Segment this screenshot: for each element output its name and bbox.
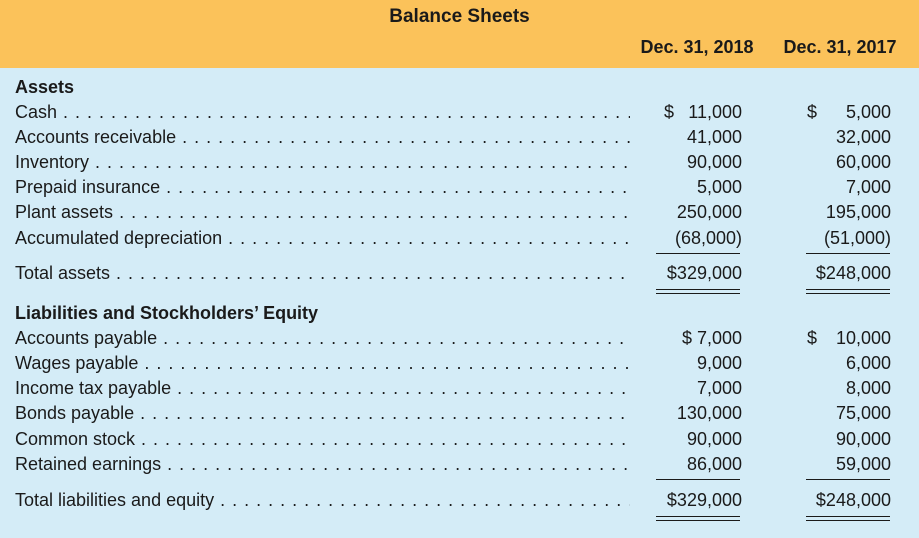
table-row bbox=[0, 353, 919, 378]
row-label: Inventory . . . bbox=[15, 152, 630, 173]
table-row bbox=[0, 403, 919, 428]
total-row bbox=[0, 263, 919, 288]
column-header-2017: Dec. 31, 2017 bbox=[783, 37, 897, 57]
value-2018: $ 7,000 bbox=[681, 328, 742, 348]
row-label: Plant assets . . . bbox=[15, 202, 630, 223]
total-row bbox=[0, 490, 919, 515]
row-label: Bonds payable . . . bbox=[15, 403, 630, 424]
column-header-2018: Dec. 31, 2018 bbox=[640, 37, 754, 57]
double-rule bbox=[656, 289, 740, 290]
row-label: Accumulated depreciation . . . bbox=[15, 228, 630, 249]
double-rule bbox=[656, 520, 740, 521]
double-rule bbox=[806, 516, 890, 517]
value-2018: (68,000) bbox=[674, 228, 742, 248]
currency-symbol: $ bbox=[664, 102, 675, 122]
total-label: Total assets . . . bbox=[15, 263, 630, 284]
row-label: Prepaid insurance . . . bbox=[15, 177, 630, 198]
subtotal-rule bbox=[656, 253, 740, 254]
row-label: Wages payable . . . bbox=[15, 353, 630, 374]
row-label: Retained earnings . . . bbox=[15, 454, 630, 475]
subtotal-rule bbox=[656, 479, 740, 480]
value-2018: 7,000 bbox=[696, 378, 742, 398]
row-label: Cash . . . bbox=[15, 102, 630, 123]
value-2017: 32,000 bbox=[835, 127, 891, 147]
total-2017: $248,000 bbox=[815, 263, 891, 283]
value-2017: (51,000) bbox=[823, 228, 891, 248]
value-2018: 250,000 bbox=[676, 202, 742, 222]
table-row bbox=[0, 328, 919, 353]
value-2017: $ 5,000 bbox=[807, 102, 891, 122]
value-2018: 130,000 bbox=[676, 403, 742, 423]
double-rule bbox=[806, 293, 890, 294]
total-2017: $248,000 bbox=[815, 490, 891, 510]
double-rule bbox=[806, 520, 890, 521]
row-label: Common stock . . . bbox=[15, 429, 630, 450]
value-2018: $ 11,000 bbox=[664, 102, 742, 122]
value-2017: 90,000 bbox=[835, 429, 891, 449]
page-title: Balance Sheets bbox=[389, 6, 530, 27]
double-rule bbox=[806, 289, 890, 290]
table-row bbox=[0, 202, 919, 227]
table-row bbox=[0, 429, 919, 454]
value-2017: 7,000 bbox=[845, 177, 891, 197]
subtotal-rule bbox=[806, 253, 890, 254]
value-2017: 8,000 bbox=[845, 378, 891, 398]
value-2017: 59,000 bbox=[835, 454, 891, 474]
currency-symbol: $ bbox=[807, 328, 818, 348]
subtotal-rule bbox=[806, 479, 890, 480]
table-row bbox=[0, 228, 919, 253]
value-2017: 60,000 bbox=[835, 152, 891, 172]
double-rule bbox=[656, 293, 740, 294]
liabilities-heading: Liabilities and Stockholders’ Equity bbox=[15, 303, 319, 323]
assets-heading: Assets bbox=[15, 77, 75, 97]
value-2018: 86,000 bbox=[686, 454, 742, 474]
total-label: Total liabilities and equity . . . bbox=[15, 490, 630, 511]
row-label: Accounts receivable . . . bbox=[15, 127, 630, 148]
value-2018: 9,000 bbox=[696, 353, 742, 373]
table-row bbox=[0, 152, 919, 177]
value-2018: 90,000 bbox=[686, 429, 742, 449]
value-2017: 6,000 bbox=[845, 353, 891, 373]
total-2018: $329,000 bbox=[666, 263, 742, 283]
value-2017: $ 10,000 bbox=[807, 328, 891, 348]
table-row bbox=[0, 127, 919, 152]
value-2018: 5,000 bbox=[696, 177, 742, 197]
value-2017: 75,000 bbox=[835, 403, 891, 423]
value-2017: 195,000 bbox=[825, 202, 891, 222]
currency-symbol: $ bbox=[807, 102, 818, 122]
row-label: Accounts payable . . . bbox=[15, 328, 630, 349]
table-row bbox=[0, 454, 919, 479]
total-2018: $329,000 bbox=[666, 490, 742, 510]
double-rule bbox=[656, 516, 740, 517]
table-row bbox=[0, 378, 919, 403]
table-row bbox=[0, 102, 919, 127]
table-row bbox=[0, 177, 919, 202]
title-bar bbox=[0, 0, 919, 68]
value-2018: 90,000 bbox=[686, 152, 742, 172]
value-2018: 41,000 bbox=[686, 127, 742, 147]
row-label: Income tax payable . . . bbox=[15, 378, 630, 399]
